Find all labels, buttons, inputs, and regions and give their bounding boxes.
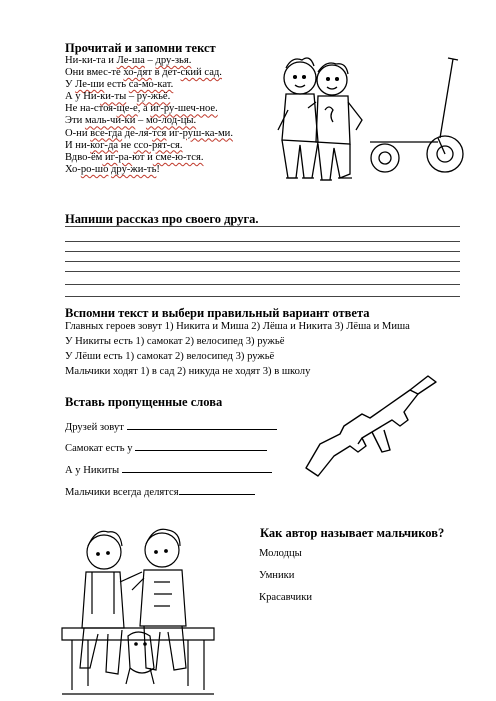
answer-blank[interactable] — [122, 463, 272, 473]
reading-syllable-group: Ле-ши — [75, 79, 105, 91]
option-molodtsy[interactable]: Молодцы — [259, 548, 302, 559]
answer-blank[interactable] — [179, 485, 255, 495]
names-question-title: Как автор называет мальчиков? — [260, 526, 445, 540]
reading-syllable-group: ще-е — [116, 103, 138, 115]
quiz-title: Вспомни текст и выбери правильный вариант ответа — [65, 306, 370, 320]
reading-syllable-group: са-мо-кат. — [128, 79, 174, 91]
reading-syllable-group: хо-дят — [123, 67, 152, 79]
fill-in-title: Вставь пропущенные слова — [65, 395, 223, 409]
quiz-item: У Лёши есть 1) самокат 2) велосипед 3) ружьё — [65, 351, 275, 362]
quiz-item: У Никиты есть 1) самокат 2) велосипед 3) ружьё — [65, 336, 285, 347]
writing-line[interactable] — [65, 241, 460, 242]
fill-in-item: Друзей зовут — [65, 420, 277, 433]
reading-syllable-group: иг-ру-шеч-ное. — [150, 103, 218, 115]
reading-syllable-group: де-ля- — [122, 127, 153, 139]
reading-syllable-group: не — [118, 139, 134, 151]
fill-in-item: Самокат есть у — [65, 441, 267, 454]
reading-syllable-group: ! — [156, 163, 160, 175]
boys-on-bench-illustration — [58, 518, 218, 700]
reading-syllable-group: ский сад. — [180, 67, 222, 79]
reading-syllable-group: есть — [104, 79, 129, 91]
reading-syllable-group: ссо-рят-ся. — [133, 139, 183, 151]
reading-syllable-group: У — [65, 79, 76, 91]
reading-syllable-group: Ни-ки-та и — [65, 55, 114, 66]
reading-syllable-group: Вдво-ём — [65, 151, 103, 163]
reading-syllable-group: ют и — [132, 151, 153, 163]
reading-syllable-group: И ни- — [65, 139, 91, 151]
reading-syllable-group: маль-чи-ки — [84, 115, 136, 127]
reading-syllable-group: Хо- — [65, 163, 81, 175]
option-krasavchiki[interactable]: Красавчики — [259, 592, 313, 603]
writing-line[interactable] — [65, 284, 460, 285]
reading-syllable-group: иг-ра- — [102, 151, 133, 163]
reading-syllable-group: Ле-ша — [116, 55, 145, 66]
reading-syllable-group: А у Ни- — [65, 91, 101, 103]
reading-syllable-group: сме-ю-тся. — [152, 151, 204, 163]
fill-in-item: Мальчики всегда делятся — [65, 485, 255, 498]
reading-syllable-group: в дет- — [151, 67, 181, 79]
boys-with-scooter-illustration — [270, 50, 475, 190]
reading-text — [65, 56, 233, 177]
answer-blank[interactable] — [127, 420, 277, 430]
reading-syllable-group: Не на-стоя- — [65, 103, 117, 115]
writing-line[interactable] — [65, 296, 460, 297]
reading-syllable-group: ки-ты — [100, 91, 127, 103]
reading-syllable-group: все-гда — [90, 127, 123, 139]
reading-syllable-group: иг- — [166, 127, 183, 139]
reading-syllable-group: ро-шо — [80, 163, 109, 175]
title-underline — [65, 226, 460, 227]
reading-syllable-group: ру-жьё. — [136, 91, 171, 103]
writing-line[interactable] — [65, 271, 460, 272]
reading-syllable-group: тся — [152, 127, 167, 139]
reading-syllable-group: – — [135, 115, 146, 127]
reading-syllable-group: , а — [137, 103, 151, 115]
reading-syllable-group: – — [126, 91, 137, 103]
reading-title: Прочитай и запомни текст — [65, 41, 216, 55]
reading-syllable-group: – — [147, 55, 153, 66]
reading-line — [65, 165, 233, 177]
toy-rifle-illustration — [300, 372, 440, 480]
quiz-item: Главных героев зовут 1) Никита и Миша 2) Лёша и Никита 3) Лёша и Миша — [65, 321, 410, 332]
answer-blank[interactable] — [135, 441, 267, 451]
fill-in-item: А у Никиты — [65, 463, 272, 476]
writing-line[interactable] — [65, 261, 460, 262]
reading-syllable-group: Они вмес-те — [65, 67, 124, 79]
reading-syllable-group: мо-лод-цы. — [145, 115, 197, 127]
reading-syllable-group: Эти — [65, 115, 85, 127]
reading-syllable-group: ког-да — [90, 139, 119, 151]
story-task-title: Напиши рассказ про своего друга. — [65, 212, 259, 226]
quiz-item: Мальчики ходят 1) в сад 2) никуда не ходят 3) в школу — [65, 366, 311, 377]
reading-syllable-group: О-ни — [65, 127, 91, 139]
reading-syllable-group: дру-жи-ть — [111, 163, 157, 175]
option-umniki[interactable]: Умники — [259, 570, 295, 581]
writing-line[interactable] — [65, 251, 460, 252]
reading-syllable-group: руш-ка-ми. — [182, 127, 233, 139]
reading-syllable-group: дру-зья. — [155, 55, 192, 66]
